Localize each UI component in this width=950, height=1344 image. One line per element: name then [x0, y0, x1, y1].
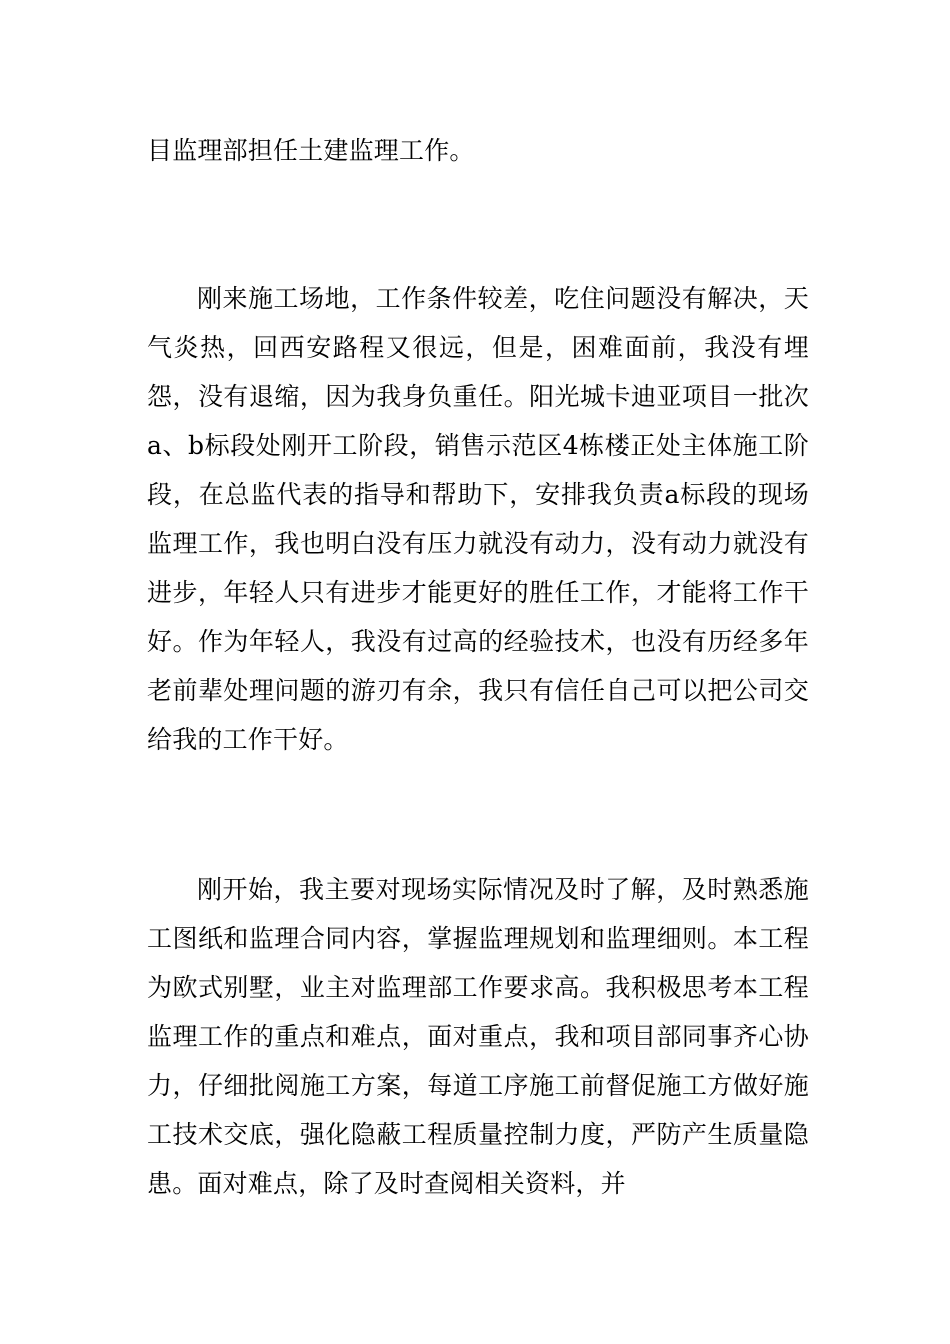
- paragraph-site-conditions: 刚来施工场地，工作条件较差，吃住问题没有解决，天气炎热，回西安路程又很远，但是，困难面前，我没有埋怨，没有退缩，因为我身负重任。阳光城卡迪亚项目一批次a、b标段处刚开工阶段，销售示范区4栋楼正处主体施工阶段，在总监代表的指导和帮助下，安排我负责a标段的现场监理工作，我也明白没有压力就没有动力，没有动力就没有进步，年轻人只有进步才能更好的胜任工作，才能将工作干好。作为年轻人，我没有过高的经验技术，也没有历经多年老前辈处理问题的游刃有余，我只有信任自己可以把公司交给我的工作干好。: [147, 284, 809, 754]
- paragraph-initial-work: 刚开始，我主要对现场实际情况及时了解，及时熟悉施工图纸和监理合同内容，掌握监理规划和监理细则。本工程为欧式别墅，业主对监理部工作要求高。我积极思考本工程监理工作的重点和难点，面对重点，我和项目部同事齐心协力，仔细批阅施工方案，每道工序施工前督促施工方做好施工技术交底，强化隐蔽工程质量控制力度，严防产生质量隐患。面对难点，除了及时查阅相关资料，并: [147, 875, 809, 1198]
- paragraph-continued: 目监理部担任土建监理工作。: [147, 136, 475, 165]
